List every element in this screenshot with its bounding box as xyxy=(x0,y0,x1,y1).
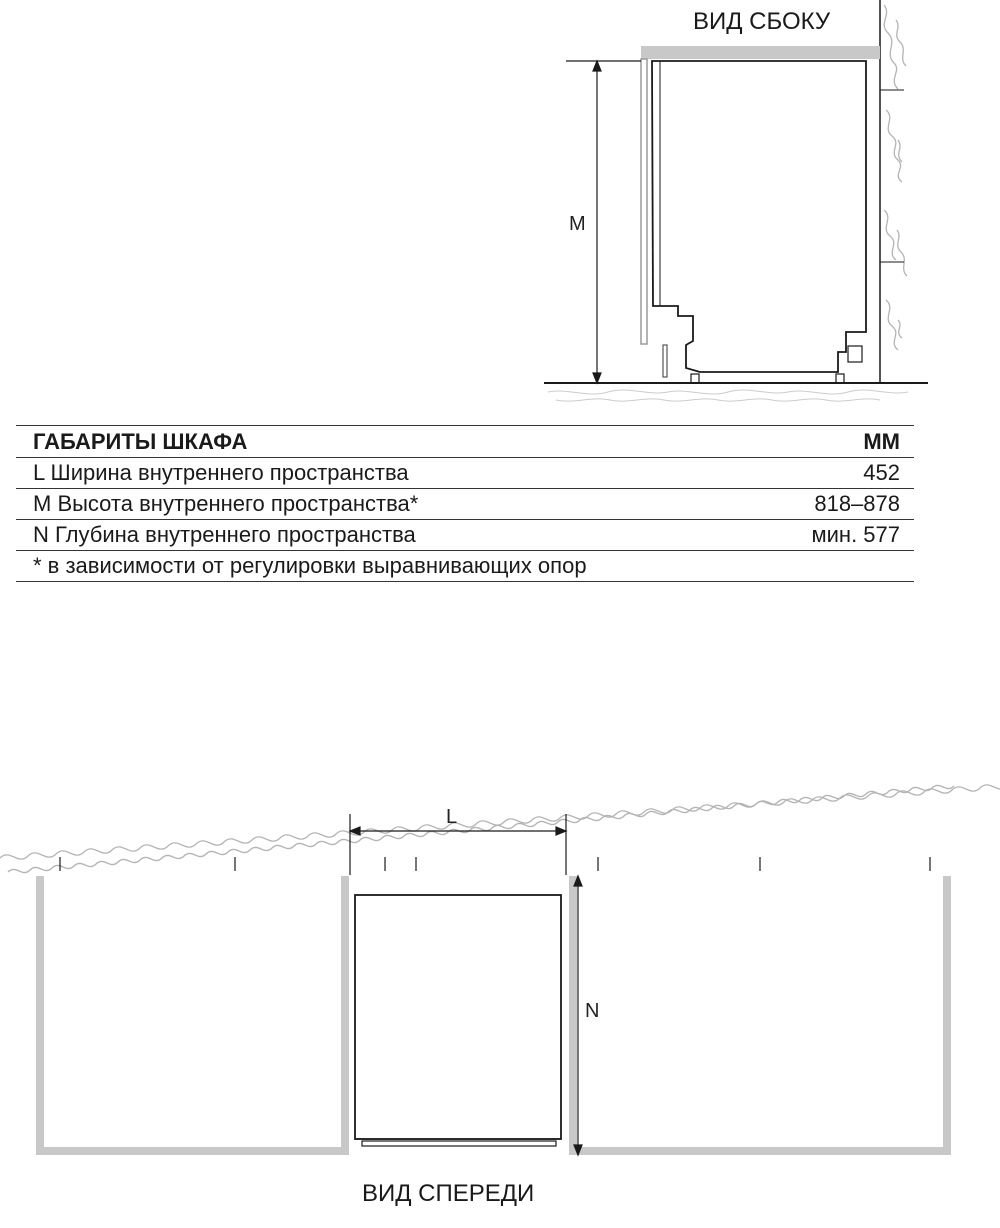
door-panel xyxy=(641,59,647,344)
dimension-l-label: L xyxy=(446,806,458,828)
countertop-hatching xyxy=(0,785,1000,873)
left-cabinet xyxy=(36,876,349,1155)
row-value: 452 xyxy=(863,460,900,485)
row-label: M Высота внутреннего пространства* xyxy=(33,491,419,516)
table-header xyxy=(16,426,914,458)
table-row xyxy=(16,489,914,520)
appliance-front xyxy=(355,895,561,1139)
table-header-unit: ММ xyxy=(863,428,900,454)
table-row xyxy=(16,458,914,489)
dimension-n-label: N xyxy=(585,1000,600,1022)
appliance-plinth xyxy=(362,1141,556,1146)
row-value: 818–878 xyxy=(814,491,900,516)
front-view-title: ВИД СПЕРЕДИ xyxy=(362,1180,535,1207)
table-header-label: ГАБАРИТЫ ШКАФА xyxy=(33,428,248,454)
right-cabinet xyxy=(569,876,951,1155)
cabinet-dimensions-table xyxy=(16,425,914,582)
side-view-drawing xyxy=(0,0,1000,420)
wall-hatching xyxy=(884,5,907,350)
footnote-text: * в зависимости от регулировки выравнивающих опор xyxy=(33,553,587,578)
front-view-drawing xyxy=(0,780,1000,1180)
dimension-m-label: M xyxy=(569,213,586,235)
table-footnote xyxy=(16,551,914,582)
side-view-title: ВИД СБОКУ xyxy=(693,8,831,35)
appliance-outline xyxy=(652,61,866,372)
row-value: мин. 577 xyxy=(811,522,900,547)
row-label: L Ширина внутреннего пространства xyxy=(33,460,409,485)
row-label: N Глубина внутреннего пространства xyxy=(33,522,416,547)
countertop xyxy=(641,46,880,59)
table-row xyxy=(16,520,914,551)
